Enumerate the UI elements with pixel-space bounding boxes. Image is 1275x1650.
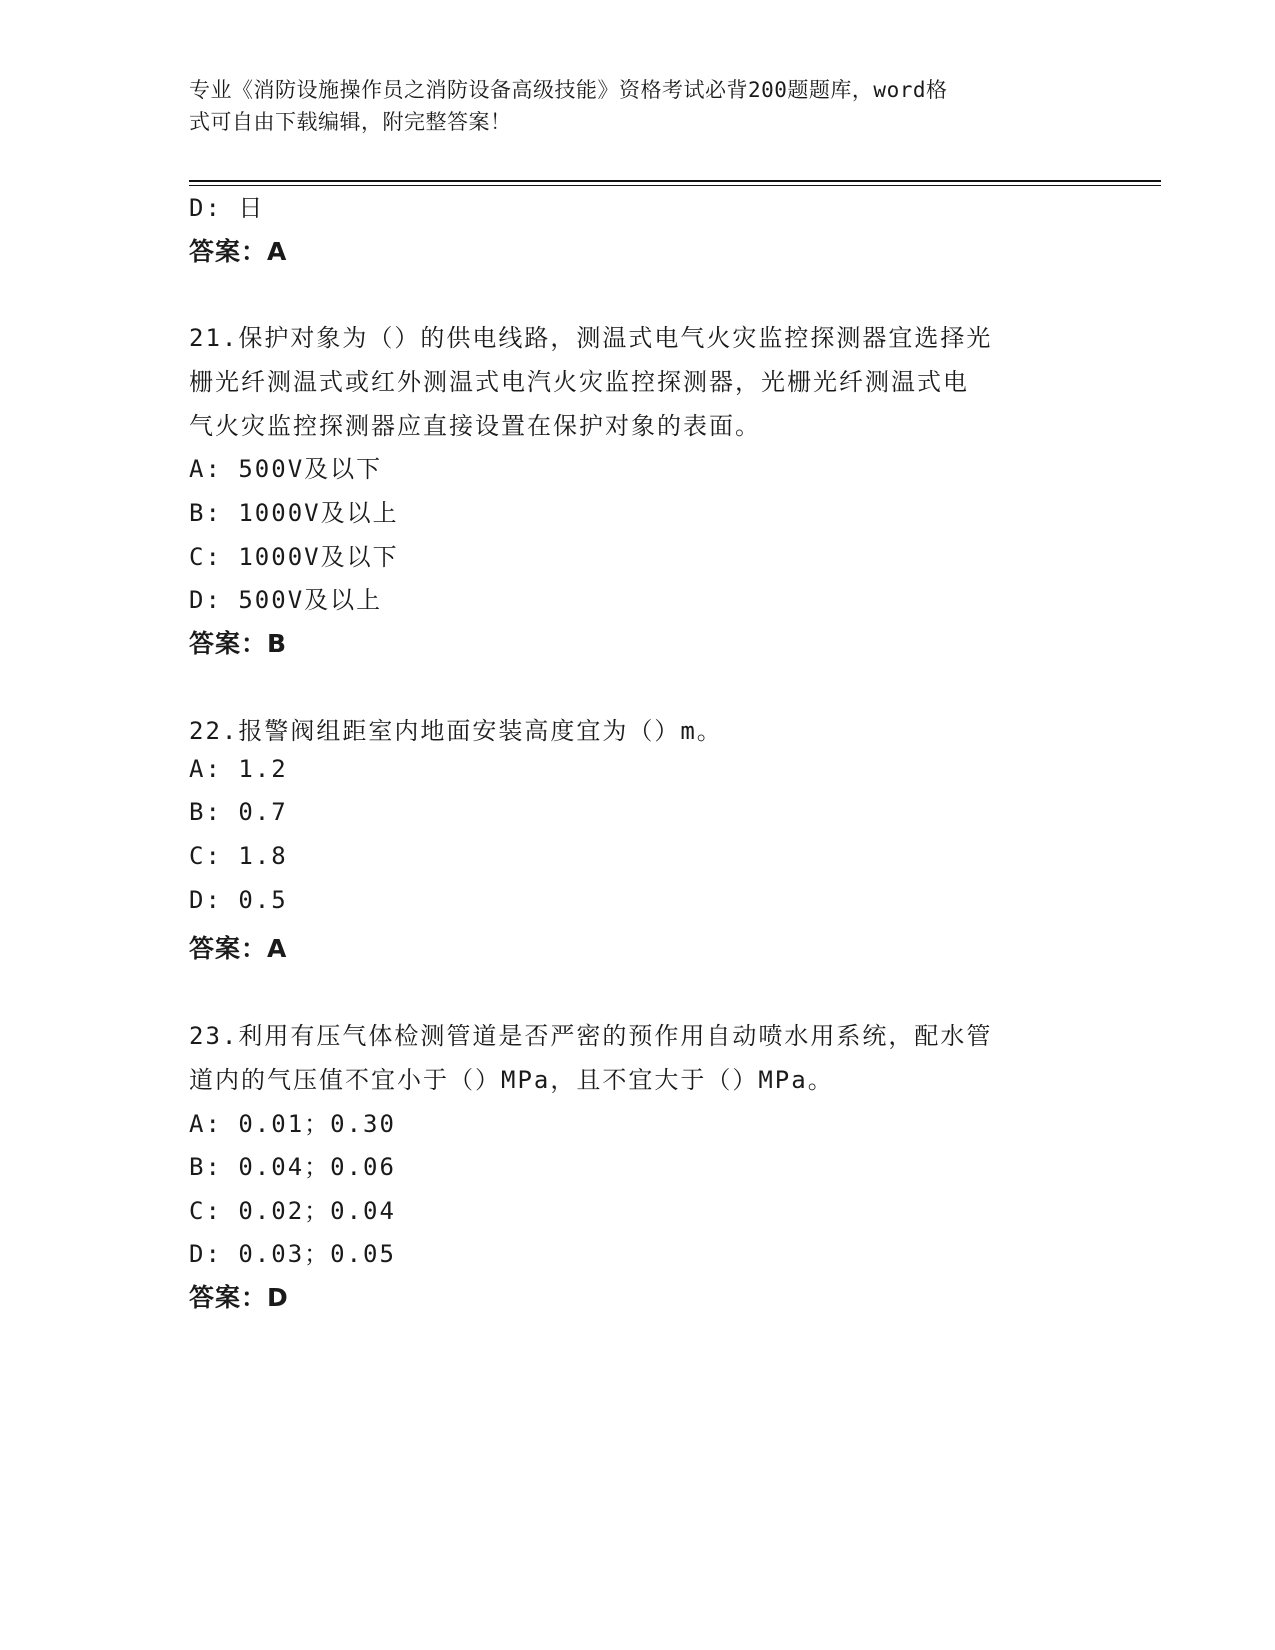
- q21-text-line-2: 栅光纤测温式或红外测温式电汽火灾监控探测器，光栅光纤测温式电: [189, 368, 969, 396]
- q21-text-line-3: 气火灾监控探测器应直接设置在保护对象的表面。: [189, 412, 761, 440]
- q23-option-c: C: 0.02；0.04: [189, 1197, 396, 1225]
- q21-option-b: B: 1000V及以上: [189, 499, 399, 527]
- q21-text-line-1: 21.保护对象为（）的供电线路，测温式电气火灾监控探测器宜选择光: [189, 324, 993, 352]
- document-header: [189, 74, 1069, 138]
- header-line-1: 专业《消防设施操作员之消防设备高级技能》资格考试必背200题题库，word格: [189, 78, 948, 102]
- q23-answer: 答案：D: [189, 1283, 289, 1312]
- q21-option-d: D: 500V及以上: [189, 586, 383, 614]
- header-line-2: 式可自由下载编辑，附完整答案！: [189, 110, 512, 134]
- q23-option-b: B: 0.04；0.06: [189, 1153, 396, 1181]
- q22-text-line-1: 22.报警阀组距室内地面安装高度宜为（）m。: [189, 717, 723, 745]
- q21-answer: 答案：B: [189, 629, 288, 658]
- q22-option-b: B: 0.7: [189, 798, 288, 826]
- q22-answer: 答案：A: [189, 934, 288, 963]
- q23-option-d: D: 0.03；0.05: [189, 1240, 396, 1268]
- q22-option-c: C: 1.8: [189, 842, 288, 870]
- header-divider-thin: [189, 185, 1161, 186]
- prev-answer: 答案：A: [189, 237, 288, 266]
- q21-option-a: A: 500V及以下: [189, 455, 383, 483]
- q23-text-line-2: 道内的气压值不宜小于（）MPa，且不宜大于（）MPa。: [189, 1066, 834, 1094]
- q23-text-line-1: 23.利用有压气体检测管道是否严密的预作用自动喷水用系统，配水管: [189, 1022, 993, 1050]
- q22-option-a: A: 1.2: [189, 755, 288, 783]
- q22-option-d: D: 0.5: [189, 886, 288, 914]
- q21-option-c: C: 1000V及以下: [189, 543, 399, 571]
- header-divider-thick: [189, 180, 1161, 182]
- q23-option-a: A: 0.01；0.30: [189, 1110, 396, 1138]
- prev-option-d: D: 日: [189, 194, 265, 222]
